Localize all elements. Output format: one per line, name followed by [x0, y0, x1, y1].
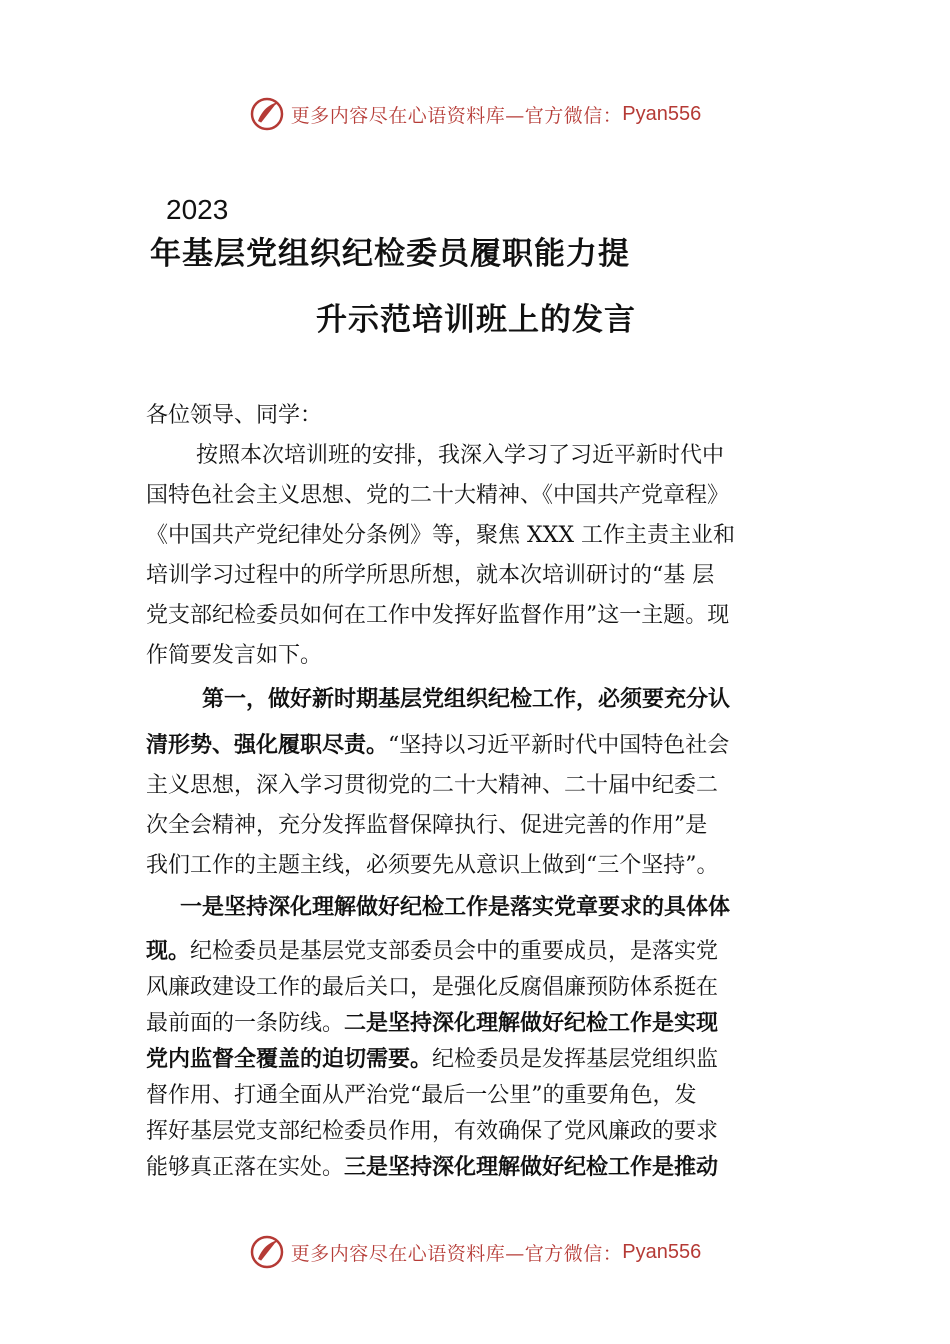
paragraph-2: [146, 726, 836, 886]
paragraph-line: 挥好基层党支部纪检委员作用，有效确保了党风廉政的要求: [146, 1119, 719, 1144]
paragraph-line: 次全会精神，充分发挥监督保障执行、促进完善的作用”是: [146, 813, 708, 838]
paragraph-line: 党支部纪检委员如何在工作中发挥好监督作用”这一主题。现: [146, 603, 730, 628]
banner-text: 更多内容尽在心语资料库—官方微信：: [290, 1242, 623, 1265]
paragraph-text: 能够真正落在实处。: [146, 1155, 345, 1180]
paragraph-line: 风廉政建设工作的最后关口，是强化反腐倡廉预防体系挺在: [146, 975, 719, 1000]
paragraph-text: 纪检委员是发挥基层党组织监: [432, 1047, 719, 1072]
brand-logo-icon: [249, 1234, 285, 1270]
paragraph-line: 作简要发言如下。: [146, 643, 323, 668]
paragraph-3: [146, 934, 836, 1186]
salutation: 各位领导、同学：: [146, 403, 323, 428]
paragraph-line: 培训学习过程中的所学所思所想，就本次培训研讨的“基 层: [146, 563, 715, 588]
paragraph-1: [146, 436, 836, 676]
banner-wechat-id: Pyan556: [622, 102, 702, 125]
footer-banner: [0, 1232, 950, 1272]
title-line-2: 升示范培训班上的发言: [316, 302, 636, 338]
bold-phrase: 二是坚持深化理解做好纪检工作是实现: [344, 1011, 719, 1036]
bold-phrase: 三是坚持深化理解做好纪检工作是推动: [344, 1155, 719, 1180]
title-line-1: 年基层党组织纪检委员履职能力提: [150, 236, 630, 272]
banner-wechat-id: Pyan556: [622, 1240, 702, 1263]
heading-line: 一是坚持深化理解做好纪检工作是落实党章要求的具体体: [180, 895, 731, 920]
heading-line: 清形势、强化履职尽责。: [146, 733, 389, 758]
paragraph-line: 督作用、打通全面从严治党“最后一公里”的重要角色，发: [146, 1083, 697, 1108]
section-heading-1: [146, 680, 836, 720]
banner-text: 更多内容尽在心语资料库—官方微信：: [290, 104, 623, 127]
heading-line: 第一，做好新时期基层党组织纪检工作，必须要充分认: [202, 687, 731, 712]
bold-phrase: 党内监督全覆盖的迫切需要。: [146, 1047, 433, 1072]
brand-logo-icon: [249, 96, 285, 132]
paragraph-text: 纪检委员是基层党支部委员会中的重要成员，是落实党: [190, 939, 719, 964]
title-year: 2023: [166, 194, 229, 225]
paragraph-text: 最前面的一条防线。: [146, 1011, 345, 1036]
paragraph-line: 《中国共产党纪律处分条例》等，聚焦 XXX 工作主责主业和: [146, 523, 735, 548]
paragraph-text: “坚持以习近平新时代中国特色社会: [388, 733, 730, 758]
paragraph-line: 主义思想，深入学习贯彻党的二十大精神、二十届中纪委二: [146, 773, 719, 798]
header-banner: [0, 94, 950, 134]
paragraph-line: 按照本次培训班的安排，我深入学习了习近平新时代中: [196, 443, 725, 468]
heading-line: 现。: [146, 939, 191, 964]
paragraph-line: 国特色社会主义思想、党的二十大精神、《中国共产党章程》: [146, 483, 730, 508]
paragraph-line: 我们工作的主题主线，必须要先从意识上做到“三个坚持”。: [146, 853, 719, 878]
section-heading-2: [146, 888, 836, 928]
